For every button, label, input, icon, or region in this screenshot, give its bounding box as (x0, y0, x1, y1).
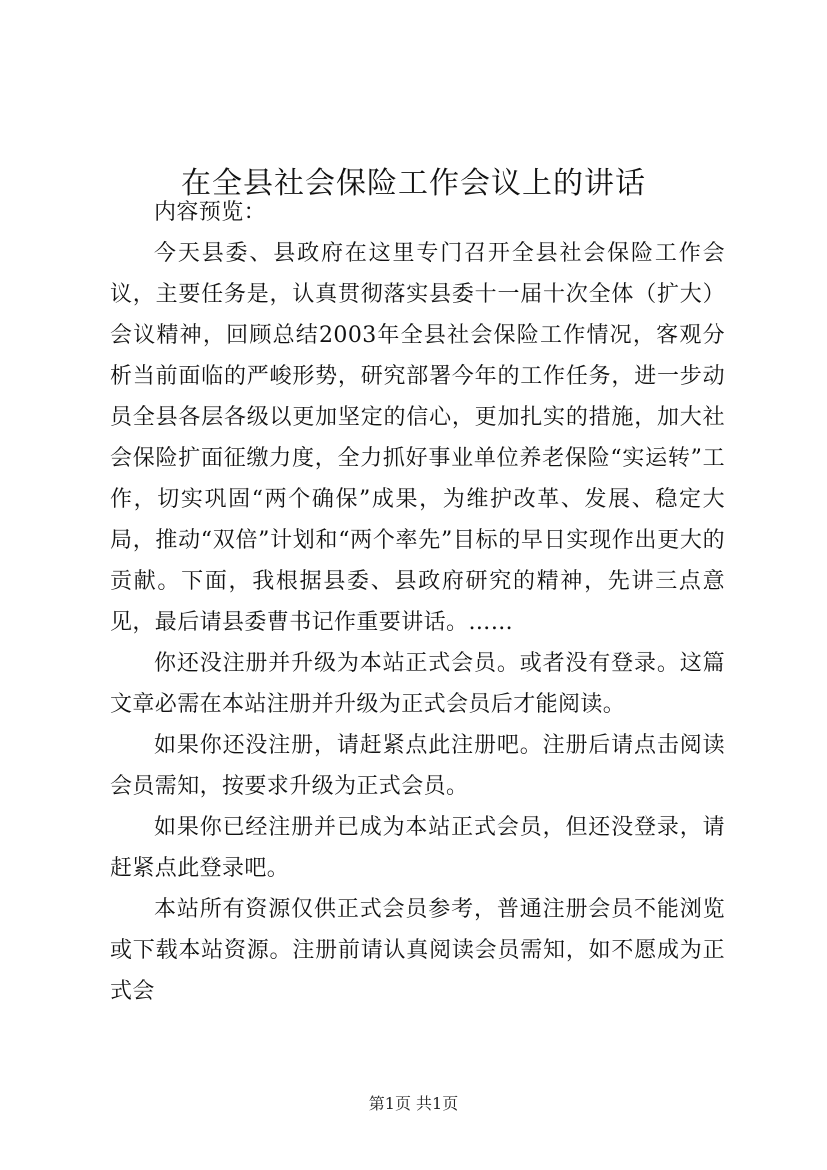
paragraph-login-prompt: 如果你已经注册并已成为本站正式会员，但还没登录，请赶紧点此登录吧。 (110, 815, 725, 881)
preview-label: 内容预览： (154, 200, 267, 225)
document-body (110, 192, 725, 1012)
paragraph-membership-notice: 你还没注册并升级为本站正式会员。或者没有登录。这篇文章必需在本站注册并升级为正式会员后才能阅读。 (110, 651, 725, 717)
paragraph-intro: 今天县委、县政府在这里专门召开全县社会保险工作会议，主要任务是，认真贯彻落实县委十一届十次全体（扩大）会议精神，回顾总结2003年全县社会保险工作情况，客观分析当前面临的严峻形势，研究部署今年的工作任务，进一步动员全县各层各级以更加坚定的信心，更加扎实的措施，加大社会保险扩面征缴力度，全力抓好事业单位养老保险“实运转”工作，切实巩固“两个确保”成果，为维护改革、发展、稳定大局，推动“双倍”计划和“两个率先”目标的早日实现作出更大的贡献。下面，我根据县委、县政府研究的精神，先讲三点意见，最后请县委曹书记作重要讲话。…… (110, 241, 725, 635)
paragraph-register-prompt: 如果你还没注册，请赶紧点此注册吧。注册后请点击阅读会员需知，按要求升级为正式会员。 (110, 733, 725, 799)
page-footer: 第1页 共1页 (368, 1094, 459, 1113)
document-title: 在全县社会保险工作会议上的讲话 (181, 166, 646, 202)
paragraph-resource-notice: 本站所有资源仅供正式会员参考，普通注册会员不能浏览或下载本站资源。注册前请认真阅读会员需知，如不愿成为正式会 (110, 897, 725, 1004)
